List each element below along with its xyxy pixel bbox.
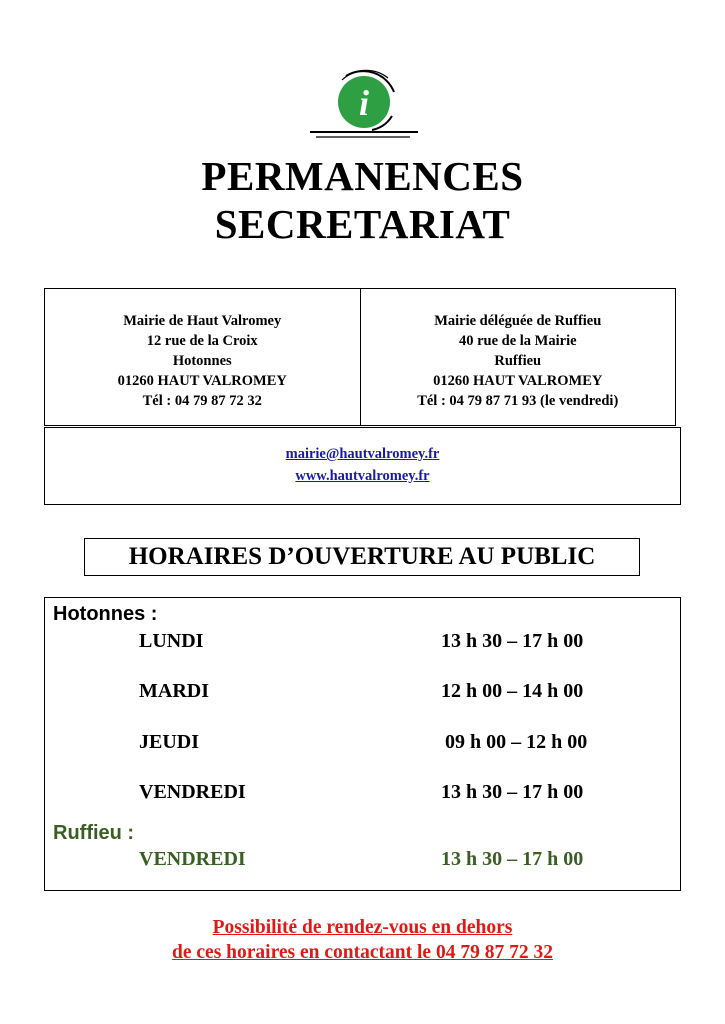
schedule-day: JEUDI (139, 731, 200, 753)
address-table (44, 288, 676, 426)
address-name: Mairie de Haut Valromey (123, 313, 282, 329)
schedule-time: 13 h 30 – 17 h 00 (441, 630, 584, 652)
schedule-day: LUNDI (139, 630, 204, 652)
address-phone: Tél : 04 79 87 71 93 (le vendredi) (417, 393, 619, 409)
schedule-day: MARDI (139, 680, 209, 702)
info-icon (306, 66, 422, 146)
schedule-time: 13 h 30 – 17 h 00 (441, 781, 584, 803)
address-postal: 01260 HAUT VALROMEY (433, 373, 603, 389)
address-name: Mairie déléguée de Ruffieu (434, 313, 602, 329)
address-street: 12 rue de la Croix (146, 333, 258, 349)
address-postal: 01260 HAUT VALROMEY (117, 373, 287, 389)
schedule-day: VENDREDI (139, 781, 246, 803)
address-town: Hotonnes (172, 353, 232, 369)
schedule-time: 12 h 00 – 14 h 00 (441, 680, 584, 702)
appointment-note-line-2: de ces horaires en contactant le 04 79 87 72 32 (172, 942, 553, 963)
schedule-day: VENDREDI (139, 848, 246, 870)
schedule-box (44, 597, 681, 891)
address-delegate (360, 289, 676, 425)
location-ruffieu: Ruffieu : (53, 822, 135, 844)
location-hotonnes: Hotonnes : (53, 603, 158, 625)
address-town: Ruffieu (494, 353, 542, 369)
email-link[interactable]: mairie@hautvalromey.fr (285, 446, 440, 462)
address-phone: Tél : 04 79 87 72 32 (142, 393, 262, 409)
svg-text:i: i (358, 83, 370, 123)
address-street: 40 rue de la Mairie (458, 333, 577, 349)
contact-box (44, 427, 681, 505)
address-main (45, 289, 360, 425)
page-title-line-2: SECRETARIAT (214, 201, 511, 247)
website-link[interactable]: www.hautvalromey.fr (295, 468, 430, 484)
hours-heading: HORAIRES D’OUVERTURE AU PUBLIC (84, 538, 640, 576)
info-logo (306, 66, 422, 146)
schedule-time: 09 h 00 – 12 h 00 (445, 731, 588, 753)
schedule-time: 13 h 30 – 17 h 00 (441, 848, 584, 870)
appointment-note-line-1: Possibilité de rendez-vous en dehors (212, 917, 513, 938)
page-title-line-1: PERMANENCES (201, 153, 524, 199)
